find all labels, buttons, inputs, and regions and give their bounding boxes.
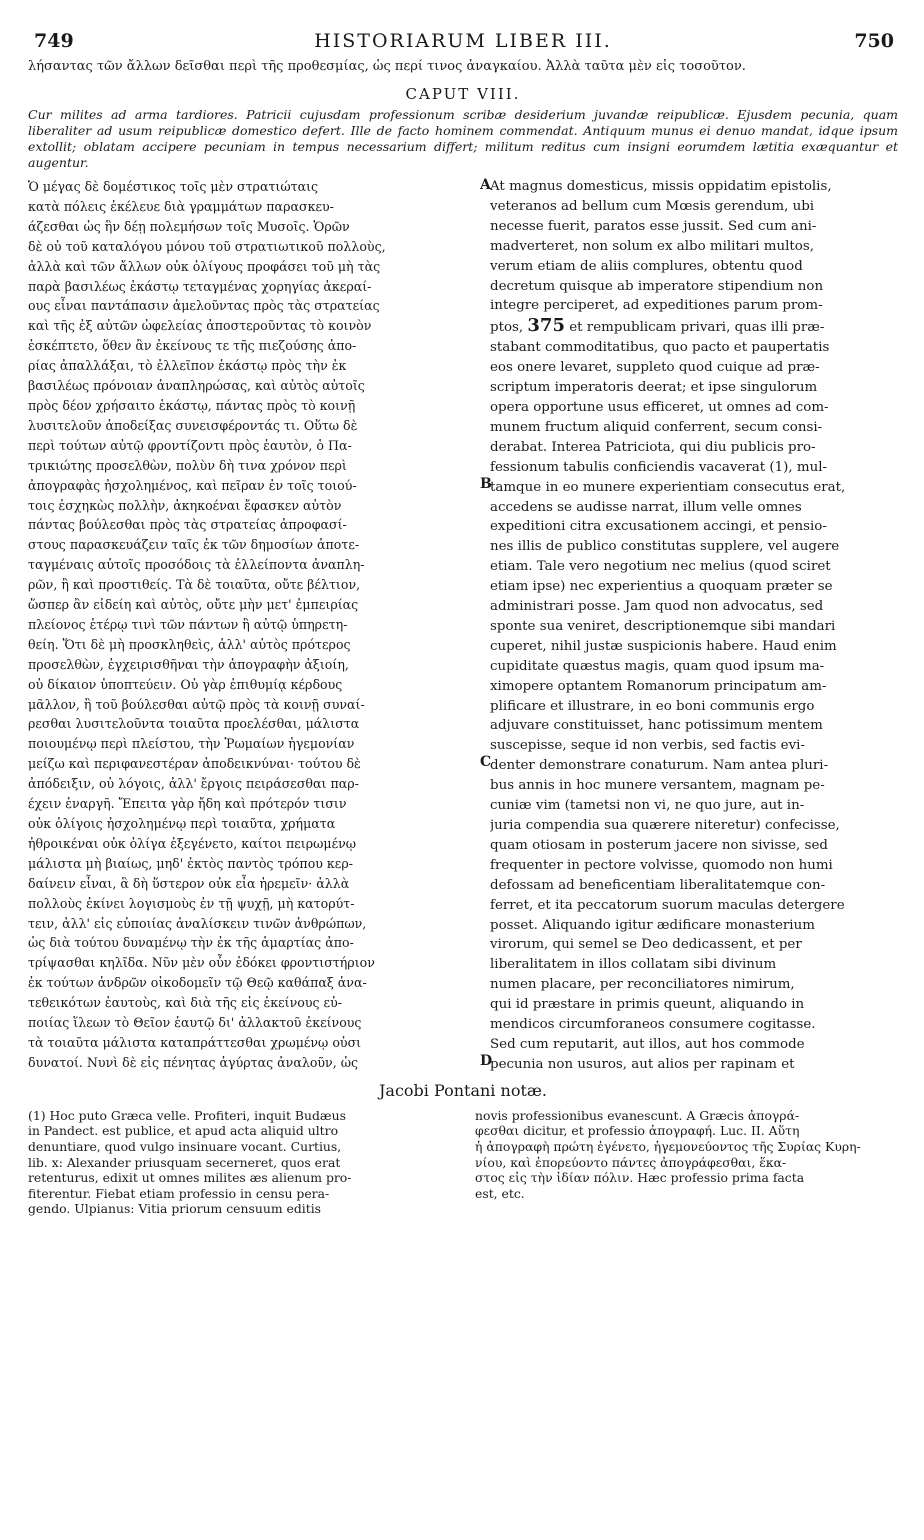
latin-text-line: frequenter in pectore volvisse, quomodo non humi: [490, 857, 833, 873]
latin-text-line: suscepisse, seque id non verbis, sed factis evi-: [490, 738, 805, 754]
latin-text-line: integre perciperet, ad expeditiones parum prom-: [490, 298, 823, 314]
latin-text-line: bus annis in hoc munere versantem, magnam pe-: [490, 778, 825, 794]
margin-marker: A: [480, 177, 491, 193]
greek-text-line: μᾶλλον, ἢ τοῦ βούλεσθαι αὐτῷ πρὸς τὰ κοινῇ συναί-: [28, 696, 365, 712]
greek-text-line: κατὰ πόλεις ἐκέλευε διὰ γραμμάτων παρασκευ-: [28, 198, 334, 214]
book-page: [28, 30, 898, 1217]
latin-text-line: nes illis de publico constitutas supplere, vel augere: [490, 539, 840, 555]
latin-text-line: necesse fuerit, paratos esse jussit. Sed cum ani-: [490, 218, 817, 234]
greek-text-line: ρεσθαι λυσιτελοῦντα τοιαῦτα προελέσθαι, μάλιστα: [28, 716, 360, 732]
greek-text-line: ρίας ἀπαλλάξαι, τὸ ἐλλεῖπον ἑκάστῳ πρὸς τὴν ἐκ: [28, 358, 347, 374]
note-text-line: ἡ ἀπογραφὴ πρώτη ἐγένετο, ἡγεμονεύοντος τῆς Συρίας Κυρη-: [475, 1138, 861, 1154]
notes-column-right: [475, 1108, 898, 1217]
greek-text-line: ἐκ τούτων ἀνδρῶν οἰκοδομεῖν τῷ Θεῷ καθάπαξ ἀνα-: [28, 975, 367, 991]
latin-text-line: [490, 316, 898, 338]
margin-marker: B: [480, 475, 492, 492]
greek-text-line: πλείονος ἑτέρῳ τινὶ τῶν πάντων ἢ αὐτῷ ὑπηρετη-: [28, 616, 348, 632]
latin-text-line: virorum, qui semel se Deo dedicassent, et per: [490, 937, 802, 953]
note-text-line: φεσθαι dicitur, et professio ἀπογραφή. Luc. II. Αὕτη: [475, 1123, 800, 1139]
note-text-line: (1) Hoc puto Græca velle. Profiteri, inquit Budæus: [28, 1107, 346, 1123]
greek-text-line: έχειν ἐναργῆ. Ἔπειτα γὰρ ἤδη καὶ πρότερόν τισιν: [28, 796, 347, 812]
text-columns: [28, 177, 898, 1075]
greek-text-line: θείη. Ὅτι δὲ μὴ προσκληθεὶς, ἀλλ' αὐτὸς πρότερος: [28, 636, 351, 652]
latin-text-line: scriptum imperatoris deerat; et ipse singulorum: [490, 380, 818, 396]
latin-text-line: etiam. Tale vero negotium nec melius (quod sciret: [490, 559, 831, 575]
latin-text-line: veteranos ad bellum cum Mœsis gerendum, ubi: [490, 198, 815, 214]
latin-text-line: numen placare, per reconciliatores nimirum,: [490, 977, 795, 993]
greek-text-line: ποιουμένῳ περὶ πλείστου, τὴν Ῥωμαίων ἡγεμονίαν: [28, 736, 355, 752]
greek-text-line: καὶ τῆς ἐξ αὐτῶν ὠφελείας ἀποστεροῦντας τὸ κοινὸν: [28, 318, 372, 334]
margin-marker: D: [480, 1052, 493, 1069]
latin-text-line: Sed cum reputarit, aut illos, aut hos commode: [490, 1036, 805, 1052]
greek-text-line: ἐσκέπτετο, ὅθεν ἂν ἐκείνους τε τῆς πιεζούσης ἀπο-: [28, 338, 357, 354]
latin-text-line: derabat. Interea Patriciota, qui diu publicis pro-: [490, 439, 816, 455]
greek-text-line: περὶ τούτων αὐτῷ φροντίζοντι πρὸς ἑαυτὸν, ὁ Πα-: [28, 437, 352, 453]
latin-text-line: verum etiam de aliis complures, obtentu quod: [490, 258, 803, 274]
running-title: HISTORIARUM LIBER III.: [314, 30, 612, 52]
greek-text-line: παρὰ βασιλέως ἑκάστῳ τεταγμένας χορηγίας ἀκεραί-: [28, 278, 372, 294]
greek-text-line: ὥσπερ ἂν εἰδείη καὶ αὐτὸς, οὔτε μὴν μετ' ἐμπειρίας: [28, 597, 359, 613]
latin-text-line: decretum quisque ab imperatore stipendium non: [490, 278, 824, 294]
greek-text-line: ρῶν, ἢ καὶ προστιθείς. Τὰ δὲ τοιαῦτα, οὔτε βέλτιον,: [28, 577, 361, 593]
greek-text-line: τοις ἐσχηκὼς πολλὴν, ἀκηκοέναι ἔφασκεν αὐτὸν: [28, 497, 342, 513]
greek-text-line: πάντας βούλεσθαι πρὸς τὰς στρατείας ἀπροφασί-: [28, 517, 347, 533]
latin-text-line: tamque in eo munere experientiam consecutus erat,: [490, 479, 846, 495]
note-text-line: στος εἰς τὴν ἰδίαν πόλιν. Hæc professio prima facta: [475, 1170, 805, 1186]
note-text-line: fiterentur. Fiebat etiam professio in censu pera-: [28, 1185, 330, 1201]
latin-text-line: sponte sua veniret, descriptionemque sibi mandari: [490, 618, 836, 634]
page-number-left: 749: [34, 30, 74, 52]
greek-text-line: ἀλλὰ καὶ τῶν ἄλλων οὐκ ὀλίγους προφάσει τοῦ μὴ τὰς: [28, 258, 381, 274]
note-text-line: est, etc.: [475, 1185, 525, 1201]
latin-text-fragment: et rempublicam privari, quas illi præ-: [564, 320, 825, 336]
greek-text-line: ἀπόδειξιν, οὐ λόγοις, ἀλλ' ἔργοις πειράσεσθαι παρ-: [28, 776, 359, 792]
latin-text-line: denter demonstrare conaturum. Nam antea pluri-: [490, 758, 829, 774]
greek-column: [28, 177, 493, 1075]
latin-text-line: munem fructum aliquid conferrent, secum consi-: [490, 419, 823, 435]
latin-text-line: opera opportune usus efficeret, ut omnes ad com-: [490, 399, 829, 415]
greek-text-line: δαίνειν εἶναι, ἃ δὴ ὕστερον οὐκ εἶα ἠρεμεῖν· ἀλλὰ: [28, 875, 350, 891]
greek-text-line: τὰ τοιαῦτα μάλιστα καταπράττεσθαι χρωμένῳ οὐσι: [28, 1034, 362, 1050]
latin-text-line: accedens se audisse narrat, illum velle omnes: [490, 499, 802, 515]
latin-text-line: defossam ad beneficentiam liberalitatemque con-: [490, 877, 826, 893]
greek-text-line: προσελθὼν, ἐγχειρισθῆναι τὴν ἀπογραφὴν ἀξιοίη,: [28, 656, 349, 672]
greek-text-line: οὐκ ὀλίγοις ἠσχολημένῳ περὶ τοιαῦτα, χρήματα: [28, 816, 336, 831]
chapter-summary: Cur milites ad arma tardiores. Patricii cujusdam professionum scribæ desiderium juvandæ reipublicæ. Ejusdem pecunia, quam liberaliter ad usum reipublicæ domestico defert. Ille de facto hominem commendat. Antiquum munus ei denuo mandat, idque ipsum extollit; oblatam accipere pecuniam in tempus necessarium differt; militum reditus cum insigni eorumdem lætitia exæquantur et augentur.: [28, 107, 898, 170]
latin-text-line: cuperet, nihil justæ suspicionis habere. Haud enim: [490, 638, 837, 654]
greek-text-line: τεθεικότων ἑαυτοὺς, καὶ διὰ τῆς εἰς ἐκείνους εὐ-: [28, 995, 342, 1011]
greek-text-line: μείζω καὶ περιφανεστέραν ἀποδεικνύναι· τούτου δὲ: [28, 756, 361, 772]
latin-text-line: cuniæ vim (tametsi non vi, ne quo jure, aut in-: [490, 798, 805, 814]
chapter-heading: CAPUT VIII.: [405, 85, 521, 103]
latin-text-line: stabant commoditatibus, quo pacto et paupertatis: [490, 340, 830, 356]
greek-text-line: πολλοὺς ἐκίνει λογισμοὺς ἐν τῇ ψυχῇ, μὴ κατορύτ-: [28, 895, 355, 911]
greek-carryover-text: λήσαντας τῶν ἄλλων δεῖσθαι περὶ τῆς προθεσμίας, ὡς περί τινος ἀναγκαίου. Ἀλλὰ ταῦτα μὲν εἰς τοσοῦτον.: [28, 59, 746, 74]
folio-number: 375: [527, 316, 565, 337]
latin-text-line: liberalitatem in illos collatam sibi divinum: [490, 957, 777, 973]
greek-text-line: Ὁ μέγας δὲ δομέστικος τοῖς μὲν στρατιώταις: [28, 179, 319, 194]
greek-text-line: μάλιστα μὴ βιαίως, μηδ' ἐκτὸς παντὸς τρόπου κερ-: [28, 855, 353, 871]
greek-text-line: ἠθροικέναι οὐκ ὀλίγα ἐξεγένετο, καίτοι πειρωμένῳ: [28, 835, 357, 851]
greek-text-line: πρὸς δέον χρήσαιτο ἑκάστῳ, πάντας πρὸς τὸ κοινῇ: [28, 397, 356, 413]
latin-text-line: quam otiosam in posterum jacere non sivisse, sed: [490, 837, 828, 853]
latin-text-line: ximopere optantem Romanorum principatum am-: [490, 678, 827, 694]
latin-text-line: expeditioni citra excusationem accingi, et pensio-: [490, 519, 827, 535]
greek-text-line: άζεσθαι ὡς ἣν δέῃ πολεμήσων τοῖς Μυσοῖς. Ὁρῶν: [28, 218, 350, 234]
note-text-line: gendo. Ulpianus: Vitia priorum censuum editis: [28, 1201, 322, 1217]
latin-text-line: qui id præstare in primis queunt, aliquando in: [490, 997, 805, 1013]
notes-section: [28, 1108, 898, 1217]
greek-text-line: οὐ δίκαιον ὑποπτεύειν. Οὐ γὰρ ἐπιθυμίᾳ κέρδους: [28, 676, 343, 692]
latin-text-line: pecunia non usuros, aut alios per rapinam et: [490, 1056, 795, 1072]
latin-text-line: cupiditate quæstus magis, quam quod ipsum ma-: [490, 658, 825, 674]
greek-text-line: ὡς διὰ τούτου δυναμένῳ τὴν ἐκ τῆς ἁμαρτίας ἀπο-: [28, 935, 354, 951]
page-number-right: 750: [854, 30, 894, 52]
latin-text-line: adjuvare constituisset, hanc potissimum mentem: [490, 718, 823, 734]
greek-text-line: δυνατοί. Νυνὶ δὲ εἰς πένητας ἀγύρτας ἀναλοῦν, ὡς: [28, 1054, 359, 1070]
note-text-line: in Pandect. est publice, et apud acta aliquid ultro: [28, 1123, 339, 1139]
greek-text-line: στους παρασκευάζειν ταῖς ἐκ τῶν δημοσίων ἀποτε-: [28, 537, 360, 553]
notes-title: Jacobi Pontani notæ.: [378, 1080, 547, 1100]
latin-text-line: eos onere levaret, suppleto quod cuique ad præ-: [490, 360, 820, 376]
greek-text-line: ἀπογραφὰς ἠσχολημένος, καὶ πεῖραν ἐν τοῖς τοιού-: [28, 477, 357, 493]
greek-text-line: τρικιώτης προσελθὼν, πολὺν δὴ τινα χρόνον περὶ: [28, 457, 347, 473]
margin-marker: C: [480, 754, 492, 771]
latin-text-line: ferret, et ita peccatorum suorum maculas detergere: [490, 897, 845, 913]
note-text-line: denuntiare, quod vulgo insinuare vocant. Curtius,: [28, 1138, 342, 1154]
latin-text-line: mendicos circumforaneos consumere cogitasse.: [490, 1017, 816, 1033]
note-text-line: novis professionibus evanescunt. A Græcis ἀπογρά-: [475, 1107, 800, 1123]
notes-column-left: [28, 1108, 451, 1217]
latin-text-line: At magnus domesticus, missis oppidatim epistolis,: [490, 179, 832, 194]
latin-text-line: plificare et illustrare, in eo boni communis ergo: [490, 698, 815, 714]
latin-text-line: juria compendia sua quærere niteretur) confecisse,: [490, 818, 840, 833]
latin-text-line: etiam ipse) nec experientius a quoquam præter se: [490, 579, 833, 595]
greek-text-line: βασιλέως πρόνοιαν ἀναπληρώσας, καὶ αὐτὸς αὐτοῖς: [28, 378, 365, 394]
greek-text-line: δὲ οὐ τοῦ καταλόγου μόνου τοῦ στρατιωτικοῦ πολλοὺς,: [28, 238, 386, 254]
latin-column: [490, 177, 898, 1075]
latin-text-line: posset. Aliquando igitur ædificare monasterium: [490, 917, 815, 933]
greek-text-line: ους εἶναι παντάπασιν ἀμελοῦντας πρὸς τὰς στρατείας: [28, 298, 380, 314]
latin-text-fragment: ptos,: [490, 320, 528, 336]
greek-text-line: τρίψασθαι κηλῖδα. Νῦν μὲν οὖν ἐδόκει φροντιστήριον: [28, 955, 375, 971]
latin-text-line: fessionum tabulis conficiendis vacaverat (1), mul-: [490, 459, 828, 475]
greek-text-line: τειν, ἀλλ' εἰς εὐποιίας ἀναλίσκειν τινῶν ἀνθρώπων,: [28, 915, 367, 931]
note-text-line: retenturus, edixit ut omnes milites æs alienum pro-: [28, 1170, 352, 1186]
note-text-line: νίου, καὶ ἐπορεύοντο πάντες ἀπογράφεσθαι, ἕκα-: [475, 1154, 787, 1170]
latin-text-line: administrari posse. Jam quod non advocatus, sed: [490, 599, 824, 615]
latin-text-line: madverteret, non solum ex albo militari multos,: [490, 238, 814, 254]
running-head: [28, 30, 898, 56]
greek-text-line: ταγμέναις αὐτοῖς προσόδοις τὰ ἐλλείποντα ἀναπλη-: [28, 557, 365, 573]
greek-text-line: λυσιτελοῦν ἀποδείξας συνεισφέροντάς τι. Οὕτω δὲ: [28, 417, 358, 433]
greek-text-line: ποιίας ἵλεων τὸ Θεῖον ἑαυτῷ δι' ἀλλακτοῦ ἐκείνους: [28, 1015, 362, 1031]
note-text-line: lib. x: Alexander priusquam secerneret, quos erat: [28, 1154, 341, 1170]
